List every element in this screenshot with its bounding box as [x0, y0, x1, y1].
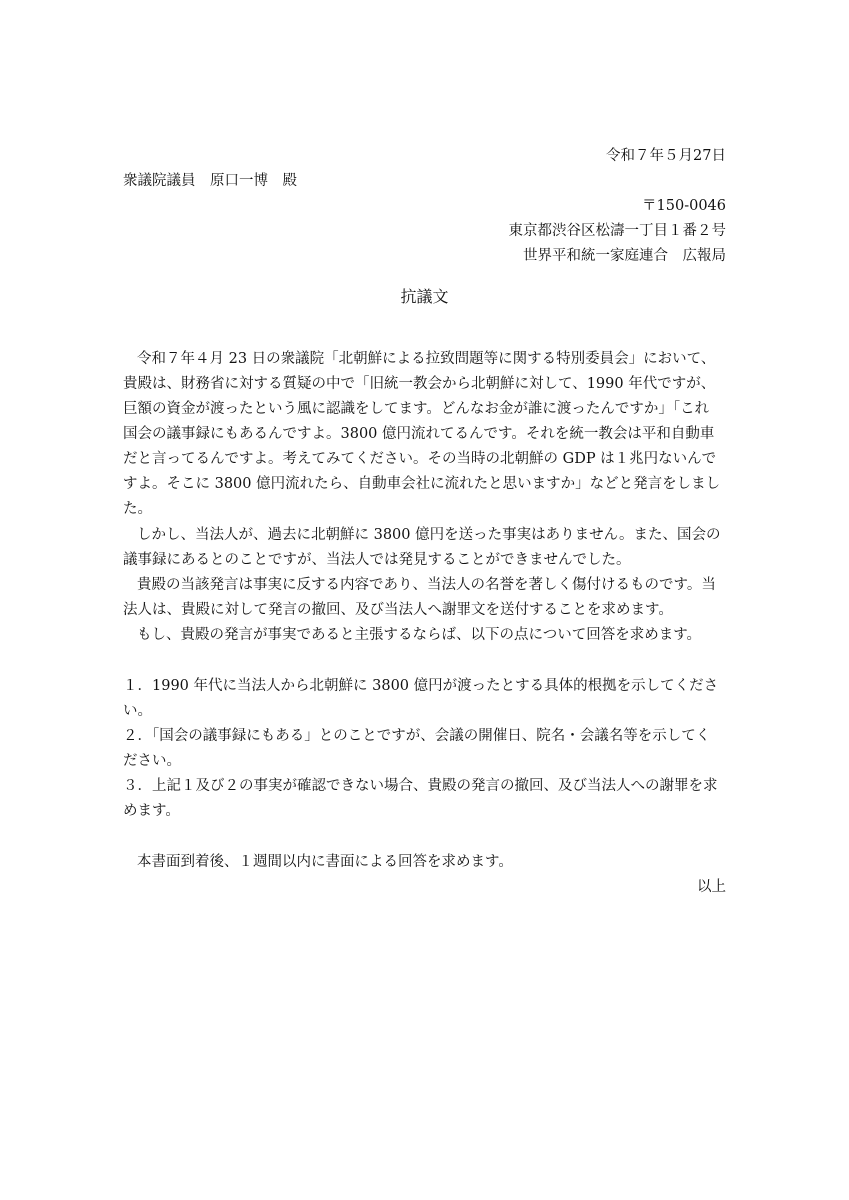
- body-line: 貴殿の当該発言は事実に反する内容であり、当法人の名誉を著しく傷付けるものです。当: [137, 577, 716, 593]
- request-item: めます。: [123, 803, 180, 819]
- body-line: 議事録にあるとのことですが、当法人では発見することができませんでした。: [123, 552, 631, 568]
- request-item: い。: [123, 703, 152, 719]
- body-line: 法人は、貴殿に対して発言の撤回、及び当法人へ謝罪文を送付することを求めます。: [123, 602, 673, 618]
- body-line: すよ。そこに 3800 億円流れたら、自動車会社に流れたと思いますか」などと発言をしまし: [123, 476, 721, 492]
- sender-organization: 世界平和統一家庭連合 広報局: [523, 248, 726, 264]
- body-line: 巨額の資金が渡ったという風に認識をしてます。どんなお金が誰に渡ったんですか」「これ: [123, 401, 710, 417]
- end-mark: 以上: [697, 879, 726, 895]
- document-title: 抗議文: [400, 287, 449, 306]
- sender-address: 東京都渋谷区松濤一丁目１番２号: [508, 223, 726, 239]
- postal-code: 〒150-0046: [642, 198, 726, 214]
- body-line: た。: [123, 501, 152, 517]
- body-line: 国会の議事録にもあるんですよ。3800 億円流れてるんです。それを統一教会は平和自動車: [123, 426, 715, 442]
- body-line: だと言ってるんですよ。考えてみてください。その当時の北朝鮮の GDP は１兆円ないんで: [123, 451, 717, 467]
- request-item: １．1990 年代に当法人から北朝鮮に 3800 億円が渡ったとする具体的根拠を示してくださ: [123, 678, 719, 694]
- request-item: ３．上記１及び２の事実が確認できない場合、貴殿の発言の撤回、及び当法人への謝罪を求: [123, 778, 718, 794]
- body-line: 貴殿は、財務省に対する質疑の中で「旧統一教会から北朝鮮に対して、1990 年代ですが、: [123, 376, 716, 392]
- document-date: 令和７年５月27日: [606, 148, 726, 164]
- body-line: しかし、当法人が、過去に北朝鮮に 3800 億円を送った事実はありません。また、国会の: [137, 527, 721, 543]
- closing-request: 本書面到着後、１週間以内に書面による回答を求めます。: [137, 854, 513, 870]
- request-item: ２．「国会の議事録にもある」とのことですが、会議の開催日、院名・会議名等を示してく: [123, 728, 711, 744]
- body-line: もし、貴殿の発言が事実であると主張するならば、以下の点について回答を求めます。: [137, 627, 702, 643]
- body-line: 令和７年４月 23 日の衆議院「北朝鮮による拉致問題等に関する特別委員会」において、: [137, 351, 716, 367]
- recipient: 衆議院議員 原口一博 殿: [123, 173, 297, 189]
- request-item: ださい。: [123, 753, 181, 769]
